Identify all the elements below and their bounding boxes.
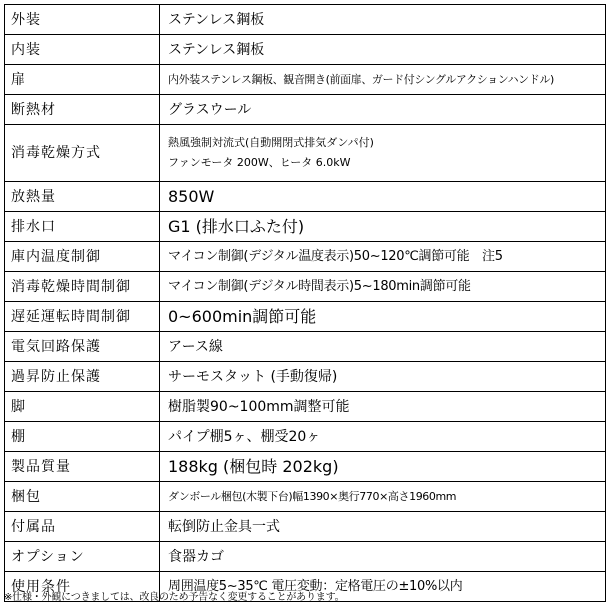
spec-row-weight bbox=[5, 452, 606, 482]
spec-label-delay-control: 遅延運転時間制御 bbox=[5, 302, 160, 332]
spec-value-weight: 188kg (梱包時 202kg) bbox=[160, 452, 606, 482]
spec-value-shelves: パイプ棚5ヶ、棚受20ヶ bbox=[160, 422, 606, 452]
spec-row-options bbox=[5, 542, 606, 572]
spec-row-circuit-protection bbox=[5, 332, 606, 362]
spec-value-insulation: グラスウール bbox=[160, 95, 606, 125]
spec-row-drying-method bbox=[5, 125, 606, 182]
spec-label-options: オプション bbox=[5, 542, 160, 572]
spec-row-door bbox=[5, 65, 606, 95]
spec-label-exterior: 外装 bbox=[5, 5, 160, 35]
spec-label-interior: 内装 bbox=[5, 35, 160, 65]
spec-row-overheat-protection bbox=[5, 362, 606, 392]
spec-value-overheat-protection: サーモスタット (手動復帰) bbox=[160, 362, 606, 392]
spec-row-temp-control bbox=[5, 242, 606, 272]
spec-row-heat-output bbox=[5, 182, 606, 212]
spec-value-interior: ステンレス鋼板 bbox=[160, 35, 606, 65]
spec-label-insulation: 断熱材 bbox=[5, 95, 160, 125]
spec-value-circuit-protection: アース線 bbox=[160, 332, 606, 362]
spec-value-exterior: ステンレス鋼板 bbox=[160, 5, 606, 35]
spec-label-packaging: 梱包 bbox=[5, 482, 160, 512]
spec-value-drying-method-line-1: 熱風強制対流式(自動開閉式排気ダンパ付) bbox=[168, 136, 374, 149]
spec-table bbox=[4, 4, 606, 602]
spec-value-packaging: ダンボール梱包(木製下台)幅1390×奥行770×高さ1960mm bbox=[160, 482, 606, 512]
spec-label-circuit-protection: 電気回路保護 bbox=[5, 332, 160, 362]
spec-value-temp-control: マイコン制御(デジタル温度表示)50~120℃調節可能 注5 bbox=[160, 242, 606, 272]
spec-value-drying-method bbox=[160, 125, 606, 182]
spec-label-drying-method: 消毒乾燥方式 bbox=[5, 125, 160, 182]
spec-value-time-control: マイコン制御(デジタル時間表示)5~180min調節可能 bbox=[160, 272, 606, 302]
spec-value-drain: G1 (排水口ふた付) bbox=[160, 212, 606, 242]
spec-value-operating-conditions: 周囲温度5~35℃ 電圧変動：定格電圧の±10%以内 bbox=[160, 572, 606, 602]
spec-label-door: 扉 bbox=[5, 65, 160, 95]
spec-row-drain bbox=[5, 212, 606, 242]
spec-row-time-control bbox=[5, 272, 606, 302]
spec-row-exterior bbox=[5, 5, 606, 35]
spec-label-legs: 脚 bbox=[5, 392, 160, 422]
spec-label-drain: 排水口 bbox=[5, 212, 160, 242]
spec-label-temp-control: 庫内温度制御 bbox=[5, 242, 160, 272]
spec-value-delay-control: 0~600min調節可能 bbox=[160, 302, 606, 332]
spec-row-packaging bbox=[5, 482, 606, 512]
spec-label-shelves: 棚 bbox=[5, 422, 160, 452]
spec-value-door: 内外装ステンレス鋼板、観音開き(前面扉、ガード付シングルアクションハンドル) bbox=[160, 65, 606, 95]
spec-row-interior bbox=[5, 35, 606, 65]
spec-value-options: 食器カゴ bbox=[160, 542, 606, 572]
spec-label-operating-conditions: 使用条件 bbox=[5, 572, 160, 602]
spec-row-insulation bbox=[5, 95, 606, 125]
spec-row-shelves bbox=[5, 422, 606, 452]
spec-label-overheat-protection: 過昇防止保護 bbox=[5, 362, 160, 392]
spec-label-accessories: 付属品 bbox=[5, 512, 160, 542]
spec-footnote: ※仕様・外観につきましては、改良のため予告なく変更することがあります。 bbox=[4, 592, 345, 603]
spec-value-heat-output: 850W bbox=[160, 182, 606, 212]
spec-label-time-control: 消毒乾燥時間制御 bbox=[5, 272, 160, 302]
spec-row-legs bbox=[5, 392, 606, 422]
spec-value-legs: 樹脂製90~100mm調整可能 bbox=[160, 392, 606, 422]
spec-row-accessories bbox=[5, 512, 606, 542]
spec-value-drying-method-line-2: ファンモータ 200W、ヒータ 6.0kW bbox=[168, 156, 351, 169]
spec-row-delay-control bbox=[5, 302, 606, 332]
spec-label-weight: 製品質量 bbox=[5, 452, 160, 482]
spec-value-accessories: 転倒防止金具一式 bbox=[160, 512, 606, 542]
spec-label-heat-output: 放熱量 bbox=[5, 182, 160, 212]
